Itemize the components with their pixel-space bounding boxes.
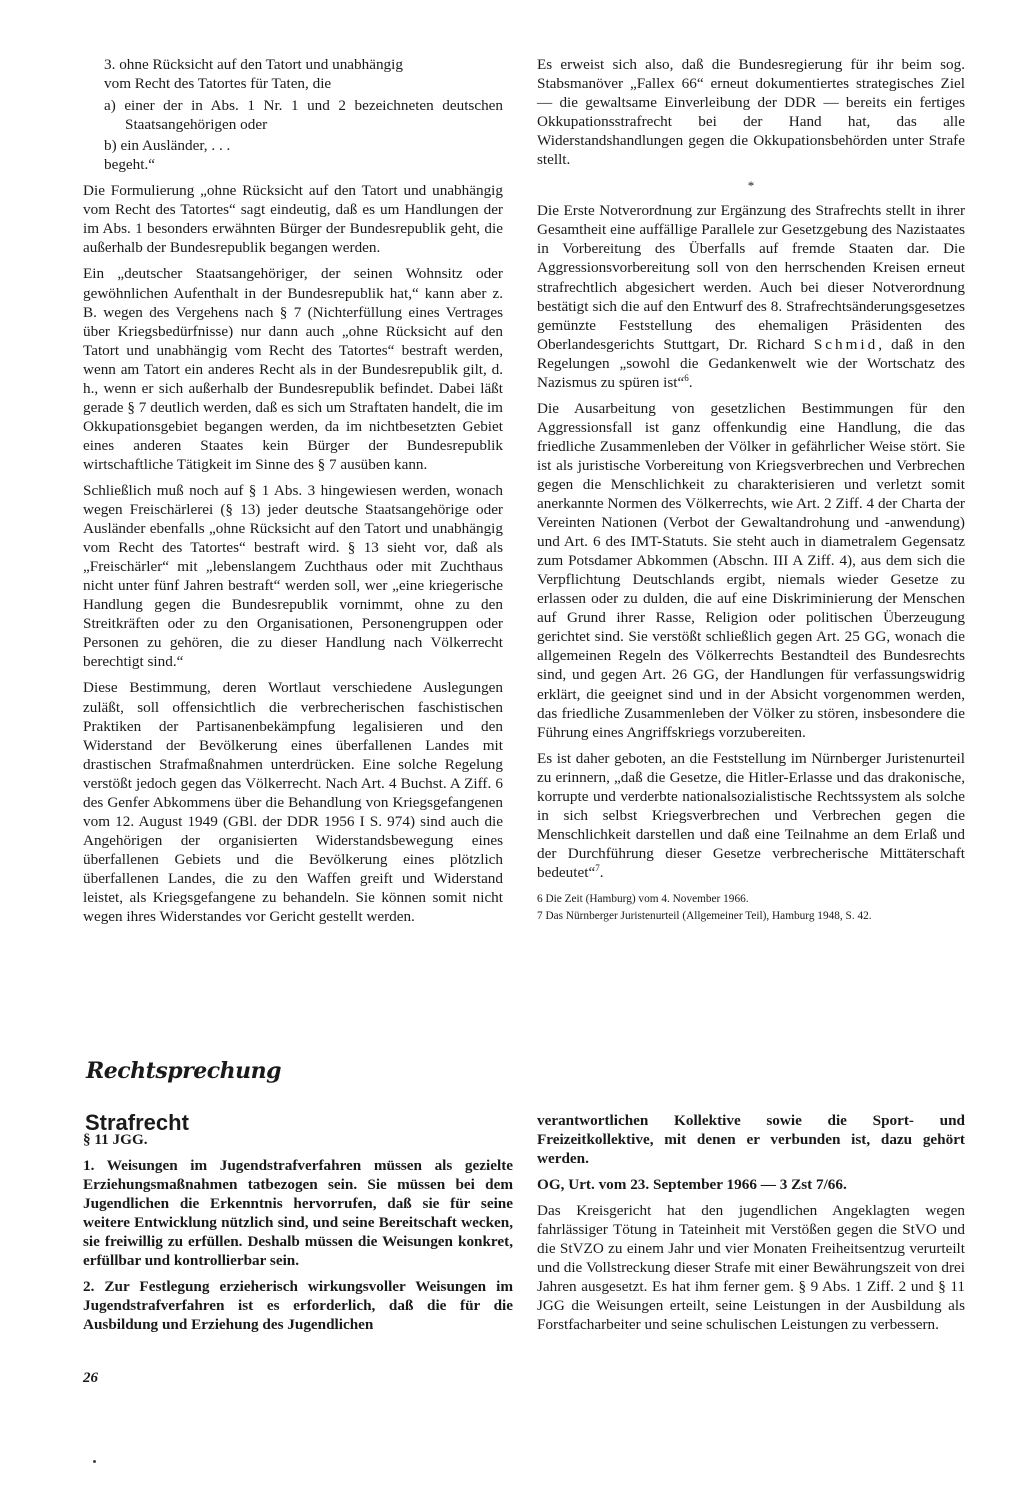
headnote-1: 1. Weisungen im Jugendstrafverfahren müssen als gezielte Erziehungsmaßnahmen tatbezogen sein. Sie müssen bei dem Jugendlichen die Erkenntnis hervorrufen, daß sie für seine weitere Entwicklung nützlich sind, und seine Bereitschaft wecken, sie freiwillig zu erfüllen. Deshalb müssen die Weisungen konkret, erfüllbar und kontrollierbar sein. bbox=[83, 1157, 513, 1270]
paragraph: Die Formulierung „ohne Rücksicht auf den Tatort und unabhängig vom Recht des Tatortes“ sagt eindeutig, daß es um Handlungen der im Abs. 1 besonders erwähnten Bürger der Bundesrepublik geht, die außerhalb der Bundesrepublik begangen werden. bbox=[83, 182, 503, 257]
court-citation: OG, Urt. vom 23. September 1966 — 3 Zst 7/66. bbox=[537, 1176, 847, 1194]
footnotes bbox=[537, 892, 965, 923]
paragraph: Diese Bestimmung, deren Wortlaut verschiedene Auslegungen zuläßt, soll offensichtlich die verbrecherischen faschistischen Praktiken der Partisanenbekämpfung legalisieren und den Widerstand der Bevölkerung eines überfallenen Landes mit drastischen Strafmaßnahmen unterdrücken. Eine solche Regelung verstößt jedoch gegen das Völkerrecht. Nach Art. 4 Buchst. A Ziff. 6 des Genfer Abkommens über die Behandlung von Kriegsgefangenen vom 12. August 1949 (GBl. der DDR 1956 I S. 974) sind auch die Angehörigen der organisierten Widerstandsbewegung eines überfallenen Gebiets und die Bevölkerung eines plötzlich überfallenen Landes, die zu den Waffen greift und Widerstand leistet, als Kriegsgefangene zu behandeln. Sie können somit nicht wegen ihres Widerstandes vor Gericht gestellt werden. bbox=[83, 679, 503, 926]
statute-reference: § 11 JGG. bbox=[83, 1131, 148, 1148]
column-top-right bbox=[537, 55, 965, 926]
footnote-ref: 6 bbox=[684, 372, 689, 383]
list-item-b: b) ein Ausländer, . . . bbox=[104, 137, 231, 155]
paragraph-end: . bbox=[599, 863, 604, 881]
item-3-line-2: vom Recht des Tatortes für Taten, die bbox=[104, 75, 332, 93]
headnote-2-continued: verantwortlichen Kollektive sowie die Sport- und Freizeitkollektive, mit denen er verbunden ist, dazu gehört werden. bbox=[537, 1112, 965, 1168]
paragraph: Es erweist sich also, daß die Bundesregierung für ihr beim sog. Stabsmanöver „Fallex 66“ erneut dokumentiertes strategisches Ziel — die gewaltsame Einverleibung der DDR — bereits ein fertiges Okkupationsstrafrecht bei der Hand hat, das alle Widerstandshandlungen gegen die Okkupationsbehörden unter Strafe stellt. bbox=[537, 56, 965, 169]
section-heading-rechtsprechung: Rechtsprechung bbox=[86, 1058, 281, 1084]
list-item-a: a) einer der in Abs. 1 Nr. 1 und 2 bezeichneten deutschen Staatsangehörigen oder bbox=[104, 97, 503, 134]
paragraph bbox=[537, 201, 965, 391]
author-name: Schmid bbox=[813, 335, 879, 353]
paragraph-text: Die Erste Notverordnung zur Ergänzung des Strafrechts stellt in ihrer Gesamtheit eine auffällige Parallele zur Gesetzgebung des Nazistaates in Vorbereitung des Überfalls auf fremde Staaten dar. Die Aggressionsvorbereitung soll von den herrschenden Kreisen erneut strafrechtlich abgesichert werden. Auch bei dieser Notverordnung bestätigt sich die auf den Entwurf des 8. Strafrechtsänderungsgesetzes gemünzte Feststellung des ehemaligen Präsidenten des Oberlandesgerichts Stuttgart, Dr. Richard bbox=[537, 202, 965, 353]
paragraph bbox=[537, 749, 965, 882]
paragraph-end: . bbox=[688, 373, 693, 391]
section-heading-strafrecht: Strafrecht bbox=[85, 1110, 189, 1135]
footnote-6: 6 Die Zeit (Hamburg) vom 4. November 1966. bbox=[537, 892, 749, 905]
list-item-3 bbox=[83, 55, 503, 93]
paragraph: Ein „deutscher Staatsangehöriger, der seinen Wohnsitz oder gewöhnlichen Aufenthalt in der Bundesrepublik hat,“ kann aber z. B. wegen des Vergehens nach § 7 (Nichterfüllung eines Vertrages über Kriegsbedürfnisse) nur dann auch „ohne Rücksicht auf den Tatort und unabhängig vom Recht des Tatortes“ bestraft werden, wenn am Tatort ein anderes Recht als in der Bundesrepublik gilt, d. h., wenn er sich außerhalb der Bundesrepublik befindet. Dabei läßt gerade § 7 deutlich werden, daß es sich um Straftaten handelt, die im Okkupationsgebiet begangen werden, da im nichtbesetzten Gebiet eines anderen Staates kein Bürger der Bundesrepublik wirtschaftliche Tätigkeit im Sinne des § 7 ausüben kann. bbox=[83, 265, 503, 473]
paragraph-text: Es ist daher geboten, an die Feststellung im Nürnberger Juristenurteil zu erinnern, „daß die Gesetze, die Hitler-Erlasse und das drakonische, korrupte und verderbte nationalsozialistische Rechtssystem als solche in sich selbst Kriegsverbrechen und Verbrechen gegen die Menschlichkeit darstellen und daß eine Teilnahme an dem Erlaß und der Durchführung dieser Gesetze verbrecherische Mittäterschaft bedeutet“ bbox=[537, 749, 965, 881]
footnote-ref: 7 bbox=[595, 862, 600, 873]
column-bottom-right bbox=[537, 1111, 965, 1342]
section-separator: * bbox=[747, 178, 755, 194]
footnote-7: 7 Das Nürnberger Juristenurteil (Allgemeiner Teil), Hamburg 1948, S. 42. bbox=[537, 909, 872, 922]
column-bottom-left bbox=[83, 1130, 513, 1341]
headnote-2: 2. Zur Festlegung erzieherisch wirkungsvoller Weisungen im Jugendstrafverfahren ist es erforderlich, daß die für die Ausbildung und Erziehung des Jugendlichen bbox=[83, 1278, 513, 1334]
scan-mark bbox=[93, 1460, 96, 1463]
paragraph: Das Kreisgericht hat den jugendlichen Angeklagten wegen fahrlässiger Tötung in Tateinheit mit Verstößen gegen die StVO und die StVZO zu einem Jahr und vier Monaten Freiheitsentzug verurteilt und die Vollstreckung dieser Strafe mit einer Bewährungszeit von drei Jahren ausgesetzt. Es hat ihm ferner gem. § 9 Abs. 1 Ziff. 2 und § 11 JGG die Weisungen erteilt, seine Leistungen in der Ausbildung als Forstfacharbeiter und seine schulischen Leistungen zu verbessern. bbox=[537, 1202, 965, 1334]
paragraph: Schließlich muß noch auf § 1 Abs. 3 hingewiesen werden, wonach wegen Freischärlerei (§ 13) jeder deutsche Staatsangehörige oder Ausländer ebenfalls „ohne Rücksicht auf den Tatort und unabhängig vom Recht des Tatortes“ bestraft wird. § 13 sieht vor, daß als „Freischärler“ mit „lebenslangem Zuchthaus oder mit Zuchthaus nicht unter fünf Jahren bestraft“ werden soll, wer „eine kriegerische Handlung gegen die Bundesrepublik vornimmt, ohne zu den Streitkräften oder zu den Organisationen, Personengruppen oder Personen zu gehören, die zu dieser Handlung nach Völkerrecht berechtigt sind.“ bbox=[83, 481, 503, 671]
item-3-line-1: 3. ohne Rücksicht auf den Tatort und unabhängig bbox=[104, 56, 403, 73]
paragraph: Die Ausarbeitung von gesetzlichen Bestimmungen für den Aggressionsfall ist ganz offenkundig eine Handlung, die das friedliche Zusammenleben der Völker in gefährlicher Weise stört. Sie ist als juristische Vorbereitung von Kriegsverbrechen und Verbrechen gegen die Menschlichkeit zu charakterisieren und verletzt somit anerkannte Normen des Völkerrechts, wie Art. 2 Ziff. 4 der Charta der Vereinten Nationen (Verbot der Gewaltandrohung und -anwendung) und Art. 6 des IMT-Statuts. Sie steht auch in diametralem Gegensatz zum Potsdamer Abkommen (Abschn. III A Ziff. 4), aus dem sich die Verpflichtung Deutschlands ergibt, niemals wieder Gesetze zu erlassen oder zu dulden, die auf eine Diskriminierung der Menschen auf Grund ihrer Rasse, Religion oder politischen Überzeugung gerichtet sind. Sie verstößt schließlich gegen Art. 25 GG, wonach die allgemeinen Regeln des Völkerrechts Bestandteil des Bundesrechts sind, und gegen Art. 26 GG, der Handlungen für verfassungswidrig erklärt, die geeignet sind und in der Absicht vorgenommen werden, das friedliche Zusammenleben der Völker zu stören, insbesondere die Führung eines Angriffskriegs vorzubereiten. bbox=[537, 399, 965, 741]
paragraph-text: , daß in den Regelungen „sowohl die Gedankenwelt wie der Wortschatz des Nazismus zu spüren ist“ bbox=[537, 335, 966, 391]
page-number: 26 bbox=[83, 1370, 98, 1386]
begeht-line: begeht.“ bbox=[104, 156, 156, 174]
column-top-left bbox=[83, 55, 503, 933]
